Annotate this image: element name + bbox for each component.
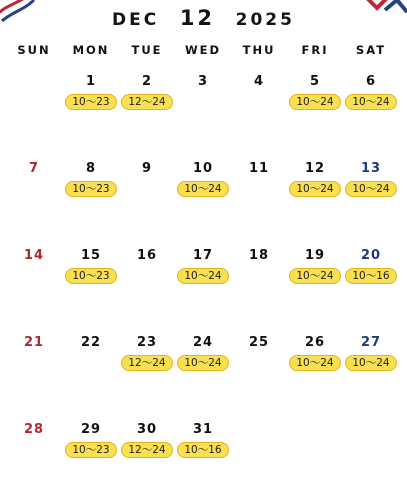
day-number: 22 xyxy=(80,335,102,350)
hours-badge: 10〜24 xyxy=(289,94,341,110)
day-number: 6 xyxy=(365,74,377,89)
day-cell-30 xyxy=(119,422,175,462)
day-number: 21 xyxy=(23,335,45,350)
day-cell-1 xyxy=(63,74,119,114)
day-cell-28 xyxy=(6,422,62,462)
weekday-wed: WED xyxy=(184,43,222,57)
day-number: 25 xyxy=(248,335,270,350)
day-number: 13 xyxy=(360,161,382,176)
day-cell-31 xyxy=(175,422,231,462)
day-cell-22 xyxy=(63,335,119,375)
day-cell-18 xyxy=(231,248,287,288)
day-cell-5 xyxy=(287,74,343,114)
hours-badge: 10〜23 xyxy=(65,268,117,284)
day-cell-24 xyxy=(175,335,231,375)
day-cell-15 xyxy=(63,248,119,288)
day-number: 4 xyxy=(253,74,265,89)
hours-badge: 10〜16 xyxy=(345,268,397,284)
day-number: 10 xyxy=(192,161,214,176)
weekday-thu: THU xyxy=(242,43,276,57)
day-cell-21 xyxy=(6,335,62,375)
day-number: 23 xyxy=(136,335,158,350)
day-number: 31 xyxy=(192,422,214,437)
day-number: 12 xyxy=(304,161,326,176)
weekday-header-row xyxy=(0,43,407,59)
day-number: 20 xyxy=(360,248,382,263)
hours-badge: 10〜24 xyxy=(345,181,397,197)
hours-badge: 10〜24 xyxy=(345,94,397,110)
calendar-title xyxy=(0,6,407,30)
hours-badge: 10〜23 xyxy=(65,442,117,458)
hours-badge: 12〜24 xyxy=(121,94,173,110)
hours-badge: 10〜16 xyxy=(177,442,229,458)
day-cell-10 xyxy=(175,161,231,201)
day-number: 17 xyxy=(192,248,214,263)
title-month: DEC xyxy=(112,10,160,30)
day-number: 15 xyxy=(80,248,102,263)
hours-badge: 10〜24 xyxy=(177,268,229,284)
day-number: 3 xyxy=(197,74,209,89)
day-cell-17 xyxy=(175,248,231,288)
day-cell-19 xyxy=(287,248,343,288)
day-number: 26 xyxy=(304,335,326,350)
week-row-2 xyxy=(0,161,407,201)
day-number: 1 xyxy=(85,74,97,89)
weekday-fri: FRI xyxy=(301,43,329,57)
day-number: 27 xyxy=(360,335,382,350)
day-cell-6 xyxy=(343,74,399,114)
day-cell-7 xyxy=(6,161,62,201)
day-cell-13 xyxy=(343,161,399,201)
title-year: 2025 xyxy=(235,10,295,30)
day-cell-8 xyxy=(63,161,119,201)
day-cell-23 xyxy=(119,335,175,375)
day-cell-29 xyxy=(63,422,119,462)
day-cell-2 xyxy=(119,74,175,114)
title-day: 12 xyxy=(179,6,216,30)
day-number: 11 xyxy=(248,161,270,176)
day-number: 7 xyxy=(28,161,40,176)
day-cell-12 xyxy=(287,161,343,201)
day-number: 19 xyxy=(304,248,326,263)
day-number: 24 xyxy=(192,335,214,350)
weekday-mon: MON xyxy=(72,43,110,57)
hours-badge: 10〜24 xyxy=(289,181,341,197)
hours-badge: 12〜24 xyxy=(121,355,173,371)
hours-badge: 12〜24 xyxy=(121,442,173,458)
day-cell-14 xyxy=(6,248,62,288)
day-cell-11 xyxy=(231,161,287,201)
day-number: 9 xyxy=(141,161,153,176)
day-cell-26 xyxy=(287,335,343,375)
day-cell-9 xyxy=(119,161,175,201)
hours-badge: 10〜24 xyxy=(177,181,229,197)
hours-badge: 10〜24 xyxy=(289,268,341,284)
hours-badge: 10〜24 xyxy=(345,355,397,371)
day-cell-16 xyxy=(119,248,175,288)
day-number: 18 xyxy=(248,248,270,263)
week-row-1 xyxy=(0,74,407,114)
day-number: 29 xyxy=(80,422,102,437)
day-cell-3 xyxy=(175,74,231,114)
day-number: 28 xyxy=(23,422,45,437)
hours-badge: 10〜23 xyxy=(65,94,117,110)
hours-badge: 10〜23 xyxy=(65,181,117,197)
weekday-sat: SAT xyxy=(355,43,387,57)
day-number: 8 xyxy=(85,161,97,176)
day-number: 30 xyxy=(136,422,158,437)
hours-badge: 10〜24 xyxy=(177,355,229,371)
day-number: 5 xyxy=(309,74,321,89)
day-cell-27 xyxy=(343,335,399,375)
week-row-3 xyxy=(0,248,407,288)
weekday-sun: SUN xyxy=(17,43,51,57)
weekday-tue: TUE xyxy=(131,43,163,57)
day-number: 16 xyxy=(136,248,158,263)
hours-badge: 10〜24 xyxy=(289,355,341,371)
day-number: 14 xyxy=(23,248,45,263)
day-number: 2 xyxy=(141,74,153,89)
week-row-4 xyxy=(0,335,407,375)
day-cell-20 xyxy=(343,248,399,288)
day-cell-25 xyxy=(231,335,287,375)
day-cell-4 xyxy=(231,74,287,114)
week-row-5 xyxy=(0,422,407,462)
